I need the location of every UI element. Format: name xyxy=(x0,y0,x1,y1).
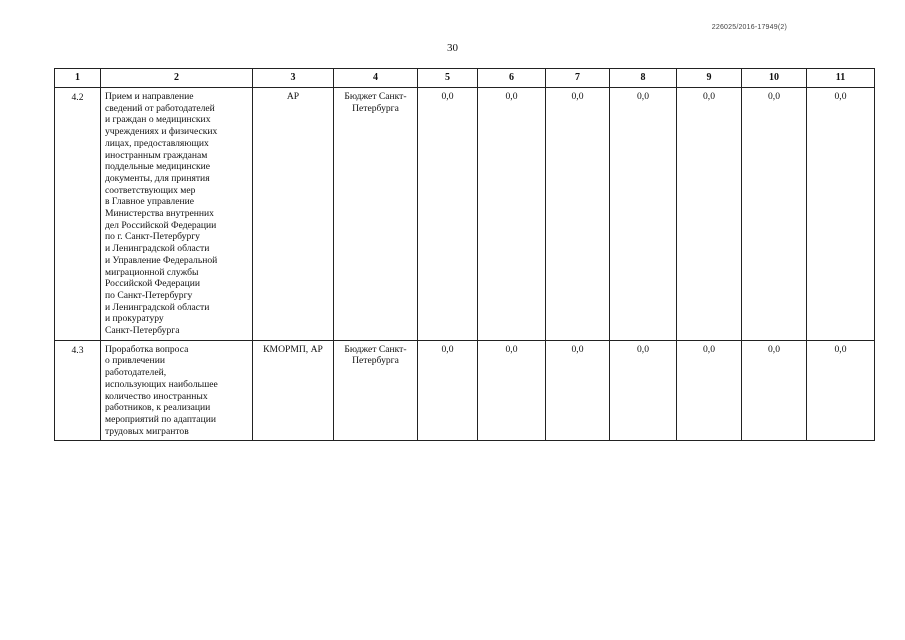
activity-name-line: Проработка вопроса xyxy=(105,343,189,355)
activity-name-line: о привлечении xyxy=(105,355,165,367)
document-id: 226025/2016-17949(2) xyxy=(711,24,787,31)
column-header: 3 xyxy=(253,69,334,88)
activity-name-line: и Управление Федеральной xyxy=(105,254,218,266)
activity-name-line: Министерства внутренних xyxy=(105,208,214,220)
activity-name-line: в Главное управление xyxy=(105,196,194,208)
funding-value: 0,0 xyxy=(742,88,807,341)
executor: АР xyxy=(253,88,334,341)
column-header: 2 xyxy=(101,69,253,88)
column-header: 9 xyxy=(677,69,742,88)
activity-name-line: количество иностранных xyxy=(105,390,208,402)
funding-value: 0,0 xyxy=(742,340,807,441)
activity-name-line: сведений от работодателей xyxy=(105,102,215,114)
activity-name-line: и Ленинградской области xyxy=(105,301,210,313)
activity-name-line: по г. Санкт-Петербургу xyxy=(105,231,200,243)
header-row xyxy=(55,69,875,88)
column-header: 5 xyxy=(418,69,478,88)
funding-value: 0,0 xyxy=(546,88,610,341)
column-header: 10 xyxy=(742,69,807,88)
funding-value: 0,0 xyxy=(478,340,546,441)
table-row xyxy=(55,88,875,341)
funding-value: 0,0 xyxy=(418,340,478,441)
activity-name-line: учреждениях и физических xyxy=(105,126,218,138)
row-number: 4.2 xyxy=(55,88,101,341)
activity-name-line: соответствующих мер xyxy=(105,184,196,196)
activity-name-line: мероприятий по адаптации xyxy=(105,413,216,425)
table-row xyxy=(55,340,875,441)
activity-name-line: миграционной службы xyxy=(105,266,199,278)
activity-name-line: работников, к реализации xyxy=(105,402,211,414)
activity-name-line: и граждан о медицинских xyxy=(105,114,211,126)
activity-name-line: документы, для принятия xyxy=(105,172,210,184)
activity-name-line: и Ленинградской области xyxy=(105,243,210,255)
activity-name-line: работодателей, xyxy=(105,367,167,379)
budget-table xyxy=(54,68,875,441)
activity-name-line: Российской Федерации xyxy=(105,278,200,290)
activity-name-line: лицах, предоставляющих xyxy=(105,137,209,149)
funding-value: 0,0 xyxy=(677,340,742,441)
activity-name-line: по Санкт-Петербургу xyxy=(105,289,193,301)
column-header: 6 xyxy=(478,69,546,88)
column-header: 4 xyxy=(334,69,418,88)
funding-value: 0,0 xyxy=(478,88,546,341)
funding-value: 0,0 xyxy=(418,88,478,341)
funding-value: 0,0 xyxy=(610,340,677,441)
column-header: 1 xyxy=(55,69,101,88)
funding-value: 0,0 xyxy=(546,340,610,441)
table-body xyxy=(55,88,875,441)
activity-name-line: использующих наибольшее xyxy=(105,378,218,390)
activity-name-line: поддельные медицинские xyxy=(105,161,211,173)
page-number: 30 xyxy=(447,42,458,54)
column-header: 8 xyxy=(610,69,677,88)
activity-name-line: Прием и направление xyxy=(105,91,194,102)
column-header: 11 xyxy=(807,69,875,88)
activity-name-line: иностранным гражданам xyxy=(105,149,208,161)
funding-value: 0,0 xyxy=(807,88,875,341)
funding-value: 0,0 xyxy=(807,340,875,441)
funding-source: Бюджет Санкт-Петербурга xyxy=(334,88,418,341)
activity-name-line: Санкт-Петербурга xyxy=(105,325,180,337)
activity-name-line: и прокуратуру xyxy=(105,313,164,325)
funding-source: Бюджет Санкт-Петербурга xyxy=(334,340,418,441)
row-number: 4.3 xyxy=(55,340,101,441)
funding-value: 0,0 xyxy=(610,88,677,341)
activity-name xyxy=(101,340,253,441)
executor: КМОРМП, АР xyxy=(253,340,334,441)
column-header: 7 xyxy=(546,69,610,88)
funding-value: 0,0 xyxy=(677,88,742,341)
activity-name-line: дел Российской Федерации xyxy=(105,219,217,231)
activity-name xyxy=(101,88,253,341)
activity-name-line: трудовых мигрантов xyxy=(105,425,189,437)
